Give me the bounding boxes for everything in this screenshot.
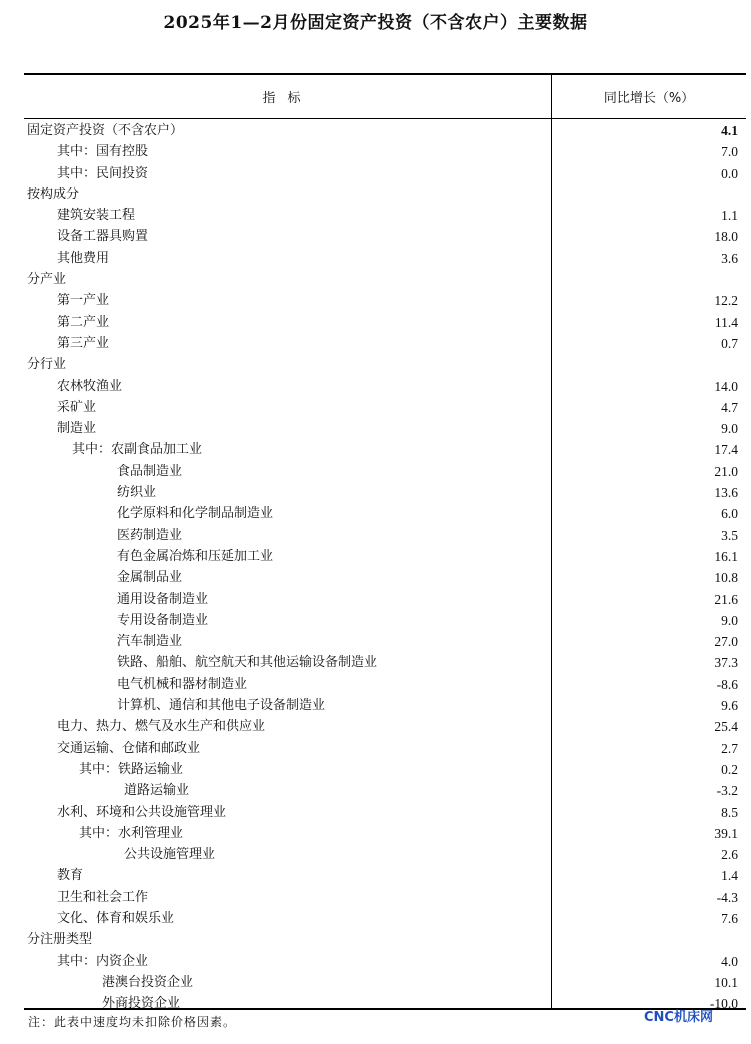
table-row — [24, 823, 746, 844]
row-label: 专用设备制造业 — [117, 612, 209, 628]
row-value: 21.6 — [714, 591, 738, 607]
table-row — [24, 631, 746, 652]
row-label: 汽车制造业 — [117, 634, 183, 650]
table-row — [24, 290, 746, 311]
row-value: 4.7 — [721, 399, 738, 415]
site-watermark: CNC机床网 — [644, 1010, 713, 1025]
row-value: 9.6 — [721, 698, 738, 714]
table-body — [24, 120, 746, 1014]
row-label: 按构成分 — [27, 186, 80, 202]
row-value: 12.2 — [714, 293, 738, 309]
table-row — [24, 993, 746, 1014]
row-label: 纺织业 — [117, 485, 157, 501]
row-label: 有色金属冶炼和压延加工业 — [117, 548, 274, 564]
row-value: 27.0 — [714, 634, 738, 650]
row-label: 医药制造业 — [117, 527, 183, 543]
table-row — [24, 589, 746, 610]
row-label: 第二产业 — [57, 314, 110, 330]
row-label: 第三产业 — [57, 335, 110, 351]
row-label: 其中：农副食品加工业 — [72, 442, 203, 458]
row-label: 水利、环境和公共设施管理业 — [57, 804, 227, 820]
row-value: 8.5 — [721, 804, 738, 820]
table-row — [24, 567, 746, 588]
row-label: 卫生和社会工作 — [57, 889, 149, 905]
table-row — [24, 674, 746, 695]
row-label: 制造业 — [57, 421, 97, 437]
row-value: 3.6 — [721, 250, 738, 266]
row-label: 铁路、船舶、航空航天和其他运输设备制造业 — [117, 655, 378, 671]
table-row — [24, 248, 746, 269]
row-label: 外商投资企业 — [102, 996, 181, 1012]
header-indicator: 指标 — [262, 91, 313, 106]
table-row — [24, 503, 746, 524]
row-value: 37.3 — [714, 655, 738, 671]
table-row — [24, 780, 746, 801]
table-row — [24, 972, 746, 993]
table-row — [24, 163, 746, 184]
row-value: 18.0 — [714, 229, 738, 245]
row-value: 14.0 — [714, 378, 738, 394]
row-label: 电力、热力、燃气及水生产和供应业 — [57, 719, 266, 735]
row-value: -4.3 — [716, 889, 738, 905]
table-row — [24, 802, 746, 823]
table-row — [24, 546, 746, 567]
row-value: 39.1 — [714, 825, 738, 841]
row-label: 道路运输业 — [124, 783, 190, 799]
table-row — [24, 951, 746, 972]
row-label: 固定资产投资（不含农户） — [27, 123, 184, 138]
row-label: 设备工器具购置 — [57, 229, 149, 245]
row-value: 2.6 — [721, 847, 738, 863]
page-title: 2025年1—2月份固定资产投资（不含农户）主要数据 — [163, 13, 588, 33]
table-row — [24, 695, 746, 716]
row-label: 化学原料和化学制品制造业 — [117, 506, 274, 522]
row-value: 2.7 — [721, 740, 738, 756]
row-label: 其中：铁路运输业 — [79, 761, 184, 777]
row-label: 其他费用 — [57, 250, 110, 266]
row-value: 9.0 — [721, 612, 738, 628]
row-value: 7.0 — [721, 144, 738, 160]
row-label: 其中：国有控股 — [57, 144, 149, 160]
row-value: 10.8 — [714, 570, 738, 586]
row-value: 7.6 — [721, 910, 738, 926]
row-value: -10.0 — [709, 996, 738, 1012]
row-label: 公共设施管理业 — [124, 847, 216, 863]
table-row — [24, 397, 746, 418]
table-row — [24, 738, 746, 759]
row-value: 0.7 — [721, 335, 738, 351]
row-label: 通用设备制造业 — [117, 591, 209, 607]
row-value: 3.5 — [721, 527, 738, 543]
table-row — [24, 120, 746, 141]
row-value: 25.4 — [714, 719, 738, 735]
row-value: -8.6 — [716, 676, 738, 692]
table-row — [24, 887, 746, 908]
row-label: 农林牧渔业 — [57, 378, 123, 394]
row-value: 9.0 — [721, 421, 738, 437]
table-row — [24, 205, 746, 226]
row-label: 食品制造业 — [117, 463, 183, 479]
table-row — [24, 312, 746, 333]
row-label: 其中：水利管理业 — [79, 825, 184, 841]
table-row — [24, 844, 746, 865]
row-value: 17.4 — [714, 442, 738, 458]
table-row — [24, 929, 746, 950]
table-row — [24, 759, 746, 780]
table-row — [24, 141, 746, 162]
table-row — [24, 269, 746, 290]
row-value: 13.6 — [714, 485, 738, 501]
row-value: 4.0 — [721, 953, 738, 969]
table-row — [24, 376, 746, 397]
row-value: 10.1 — [714, 974, 738, 990]
row-label: 分产业 — [27, 272, 67, 288]
row-value: 1.1 — [721, 208, 738, 224]
row-value: 1.4 — [721, 868, 738, 884]
row-label: 采矿业 — [57, 399, 97, 415]
row-value: 0.0 — [721, 165, 738, 181]
table-row — [24, 716, 746, 737]
row-value: 21.0 — [714, 463, 738, 479]
table-row — [24, 908, 746, 929]
row-label: 文化、体育和娱乐业 — [57, 910, 175, 926]
table-row — [24, 226, 746, 247]
row-label: 其中：民间投资 — [57, 165, 149, 181]
footnote: 注：此表中速度均未扣除价格因素。 — [28, 1015, 237, 1029]
row-label: 第一产业 — [57, 293, 110, 309]
row-value: 4.1 — [721, 123, 738, 138]
row-label: 金属制品业 — [117, 570, 183, 586]
table-row — [24, 652, 746, 673]
table-row — [24, 184, 746, 205]
row-value: 16.1 — [714, 548, 738, 564]
row-label: 交通运输、仓储和邮政业 — [57, 740, 201, 756]
data-table — [24, 73, 746, 1010]
row-label: 计算机、通信和其他电子设备制造业 — [117, 698, 326, 714]
table-row — [24, 354, 746, 375]
row-label: 电气机械和器材制造业 — [117, 676, 248, 692]
row-value: -3.2 — [716, 783, 738, 799]
row-value: 0.2 — [721, 761, 738, 777]
table-row — [24, 461, 746, 482]
row-label: 其中：内资企业 — [57, 953, 149, 969]
row-value: 6.0 — [721, 506, 738, 522]
header-value: 同比增长（%） — [603, 91, 695, 106]
table-header — [24, 75, 746, 119]
row-label: 分行业 — [27, 357, 67, 373]
table-row — [24, 525, 746, 546]
row-label: 建筑安装工程 — [57, 208, 136, 224]
row-label: 分注册类型 — [27, 932, 93, 948]
table-row — [24, 439, 746, 460]
row-label: 港澳台投资企业 — [102, 974, 194, 990]
row-label: 教育 — [57, 868, 84, 884]
table-row — [24, 482, 746, 503]
table-row — [24, 610, 746, 631]
table-row — [24, 333, 746, 354]
table-row — [24, 418, 746, 439]
row-value: 11.4 — [714, 314, 738, 330]
table-row — [24, 865, 746, 886]
